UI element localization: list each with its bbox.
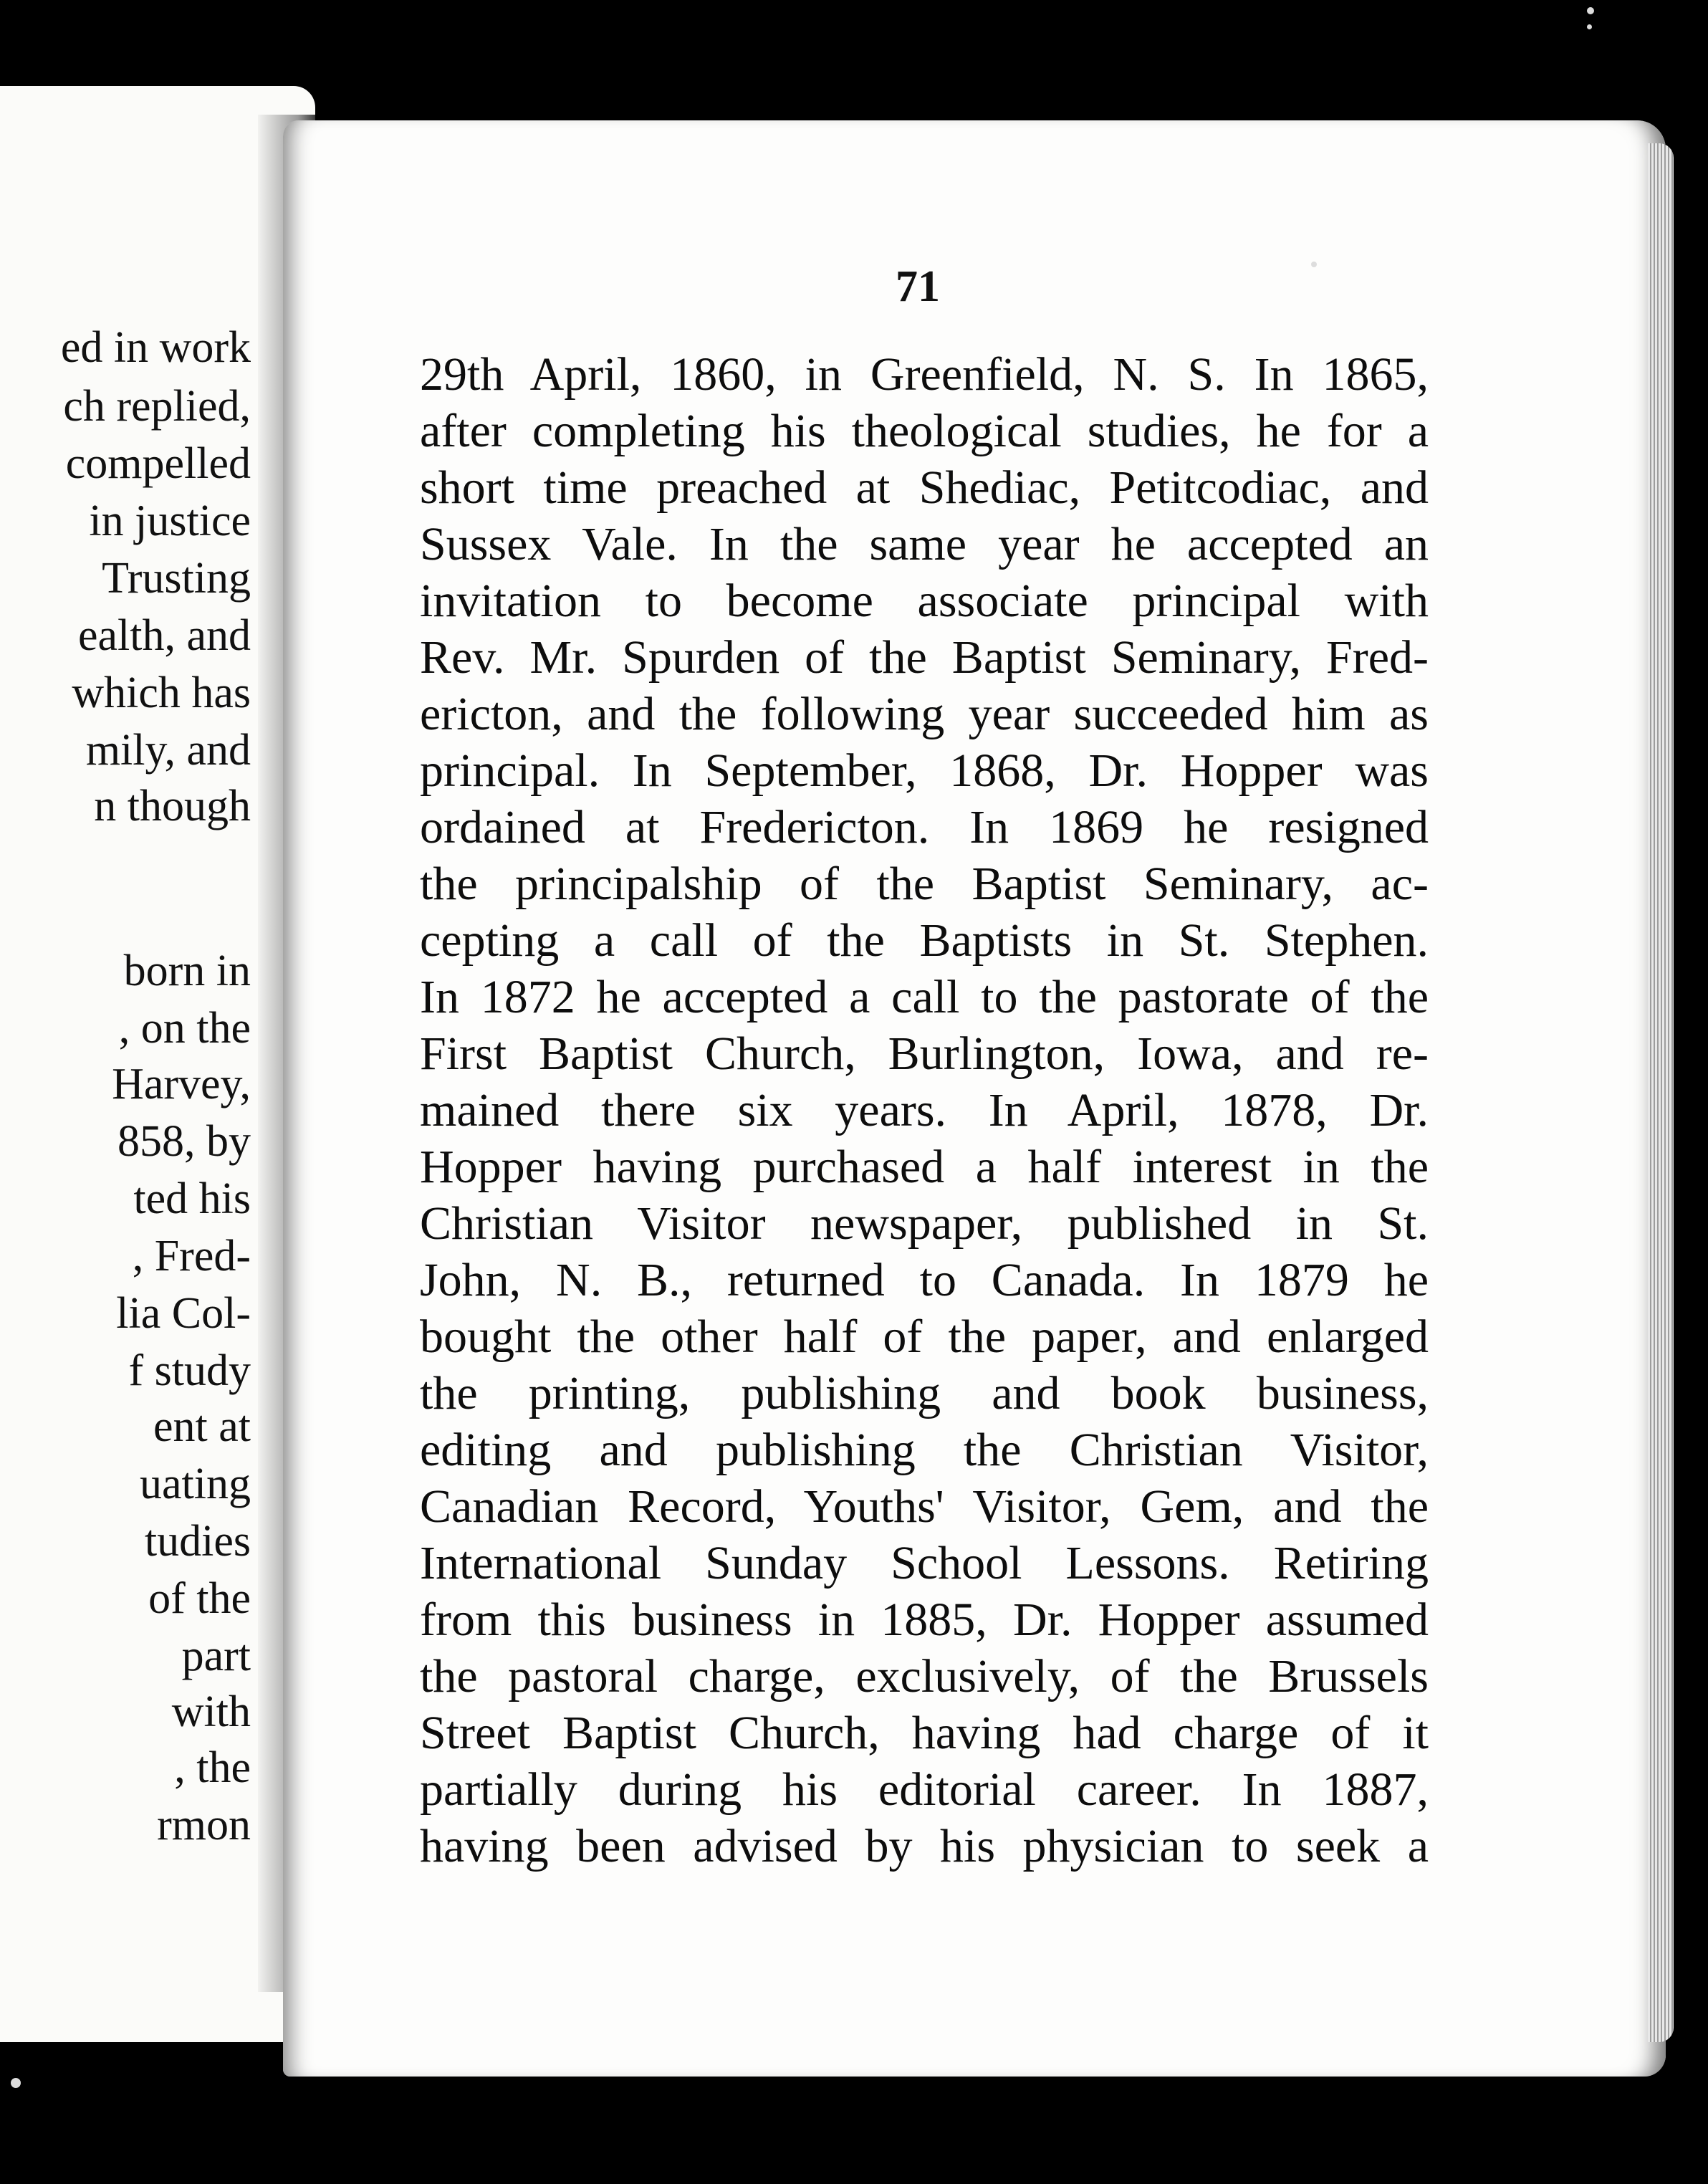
previous-page-line: rmon [157,1801,251,1849]
body-text-line: Canadian Record, Youths' Visitor, Gem, and the [420,1480,1429,1533]
previous-page-line: in justice [89,497,251,545]
previous-page-line: , on the [118,1004,251,1053]
scan-speck [11,2078,21,2088]
scan-speck [1587,24,1592,29]
previous-page-line: mily, and [85,726,251,775]
previous-page-line: part [181,1632,251,1680]
body-text-line: John, N. B., returned to Canada. In 1879 he [420,1254,1429,1306]
page-number: 71 [896,262,940,311]
previous-page-line: f study [128,1346,251,1395]
body-text-line: 29th April, 1860, in Greenfield, N. S. In 1865, [420,348,1429,401]
body-text-line: short time preached at Shediac, Petitcodiac, and [420,461,1429,514]
previous-page-line: with [171,1687,251,1736]
scan-speck [1311,262,1317,267]
body-text-line: bought the other half of the paper, and enlarged [420,1311,1429,1363]
body-text-line: the principalship of the Baptist Seminary, ac- [420,858,1429,910]
body-text-line: the pastoral charge, exclusively, of the Brussels [420,1650,1429,1702]
body-text-line: after completing his theological studies, he for a [420,405,1429,457]
body-text-line: invitation to become associate principal with [420,575,1429,627]
previous-page-line: n though [94,782,251,830]
previous-page-line: compelled [65,439,251,488]
scan-speck [1587,7,1594,14]
body-text-line: ericton, and the following year succeeded him as [420,688,1429,740]
body-text-line: partially during his editorial career. In 1887, [420,1763,1429,1816]
previous-page-line: ed in work [60,323,251,372]
previous-page-line: ent at [153,1402,251,1451]
previous-page-line: which has [72,669,251,717]
page-stack-edge [1648,143,1674,2042]
body-text-line: having been advised by his physician to seek a [420,1820,1429,1872]
previous-page-line: born in [123,947,251,995]
body-text-line: from this business in 1885, Dr. Hopper assumed [420,1594,1429,1646]
previous-page-line: , the [174,1743,251,1792]
previous-page-line: 858, by [117,1117,251,1166]
previous-page-line: ted his [133,1174,251,1223]
body-text-line: the printing, publishing and book business, [420,1367,1429,1419]
body-text-line: Rev. Mr. Spurden of the Baptist Seminary, Fred- [420,631,1429,684]
previous-page-line: ealth, and [77,611,251,660]
body-text-line: mained there six years. In April, 1878, Dr. [420,1084,1429,1136]
previous-page-line: of the [148,1574,251,1623]
previous-page-line: lia Col- [116,1289,251,1338]
previous-page-line: Trusting [102,554,251,603]
previous-page-line: uating [140,1460,251,1508]
body-text-line: In 1872 he accepted a call to the pastorate of the [420,971,1429,1023]
previous-page-line: ch replied, [63,382,251,431]
body-text-line: International Sunday School Lessons. Retiring [420,1537,1429,1589]
body-text-line: cepting a call of the Baptists in St. Stephen. [420,914,1429,967]
body-text-line: editing and publishing the Christian Visitor, [420,1424,1429,1476]
previous-page-line: Harvey, [112,1060,251,1108]
body-text-line: Christian Visitor newspaper, published in St. [420,1197,1429,1250]
body-text-line: First Baptist Church, Burlington, Iowa, and re- [420,1028,1429,1080]
body-text-line: ordained at Fredericton. In 1869 he resigned [420,801,1429,853]
previous-page-line: tudies [144,1517,251,1566]
body-text-line: Street Baptist Church, having had charge of it [420,1707,1429,1759]
previous-page-line: , Fred- [132,1232,251,1280]
body-text-line: Hopper having purchased a half interest in the [420,1141,1429,1193]
body-text-line: Sussex Vale. In the same year he accepted an [420,518,1429,570]
body-text-line: principal. In September, 1868, Dr. Hopper was [420,744,1429,797]
